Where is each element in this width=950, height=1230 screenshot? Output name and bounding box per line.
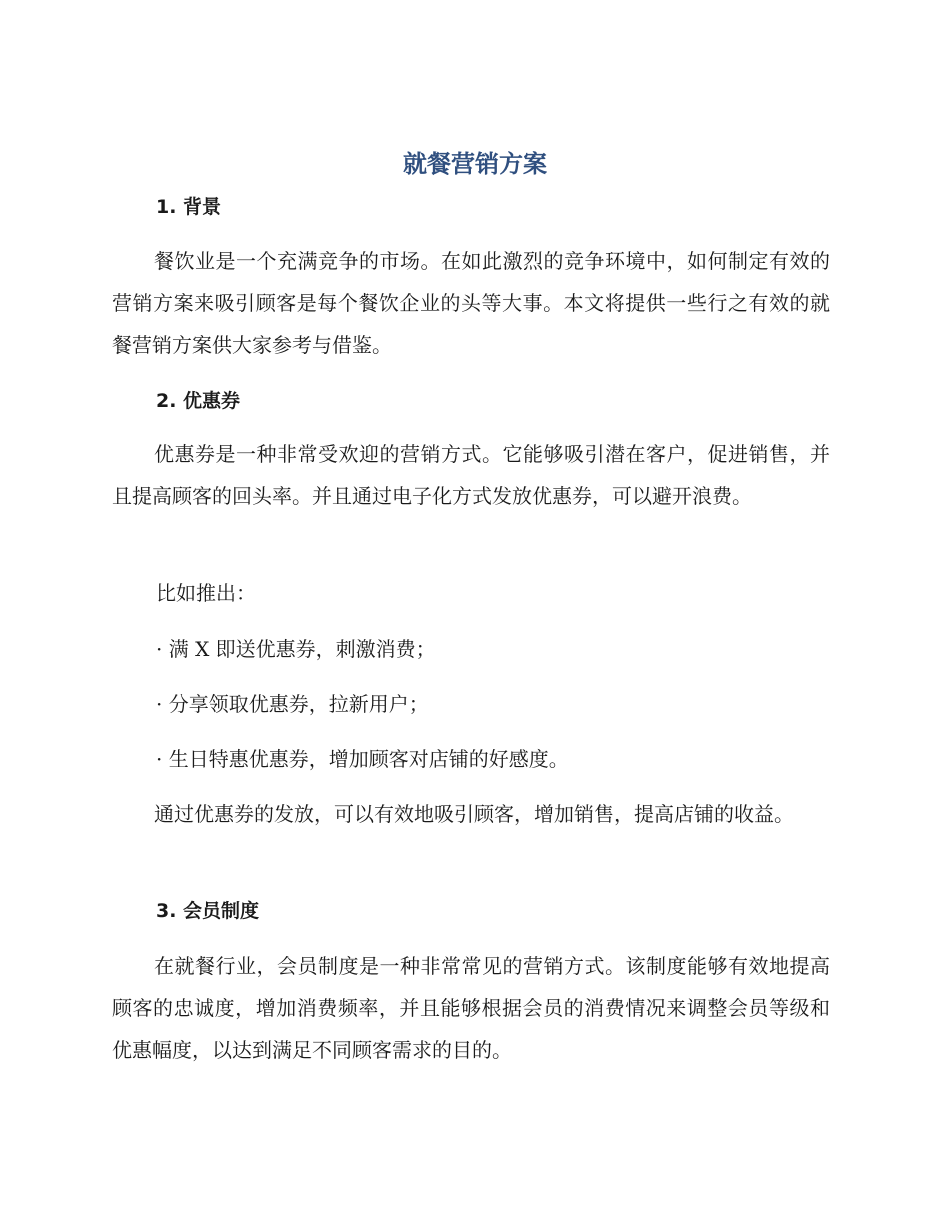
coupon-bullet-item: · 生日特惠优惠券，增加顾客对店铺的好感度。 — [156, 747, 569, 771]
coupons-intro-paragraph: 优惠券是一种非常受欢迎的营销方式。它能够吸引潜在客户，促进销售，并且提高顾客的回头率。并且通过电子化方式发放优惠券，可以避开浪费。 — [112, 442, 830, 508]
document-title: 就餐营销方案 — [403, 150, 547, 178]
coupon-bullet-item: · 满 X 即送优惠券，刺激消费； — [156, 637, 436, 661]
section-heading-background: 1. 背景 — [156, 196, 222, 218]
membership-paragraph: 在就餐行业，会员制度是一种非常常见的营销方式。该制度能够有效地提高顾客的忠诚度，增加消费频率，并且能够根据会员的消费情况来调整会员等级和优惠幅度，以达到满足不同顾客需求的目的。 — [112, 954, 830, 1062]
coupons-lead-text: 比如推出： — [156, 581, 256, 605]
coupons-closing-paragraph: 通过优惠券的发放，可以有效地吸引顾客，增加销售，提高店铺的收益。 — [154, 802, 794, 826]
coupon-bullet-item: · 分享领取优惠券，拉新用户； — [156, 692, 429, 716]
section-heading-coupons: 2. 优惠券 — [156, 390, 241, 412]
background-paragraph: 餐饮业是一个充满竞争的市场。在如此激烈的竞争环境中，如何制定有效的营销方案来吸引顾客是每个餐饮企业的头等大事。本文将提供一些行之有效的就餐营销方案供大家参考与借鉴。 — [112, 249, 830, 357]
section-heading-membership: 3. 会员制度 — [156, 900, 260, 922]
